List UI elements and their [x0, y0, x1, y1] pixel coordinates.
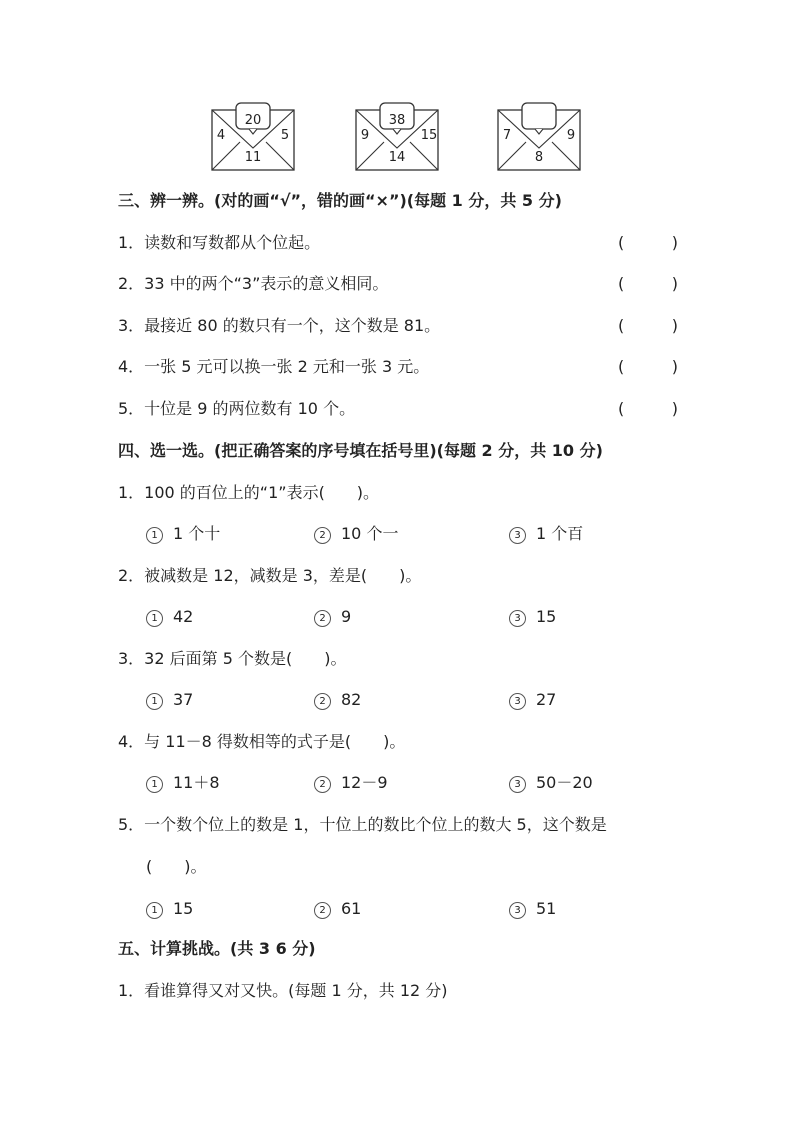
- judge-item-2: 2．33 中的两个“3”表示的意义相同。: [118, 274, 389, 293]
- option-a[interactable]: 1 42: [146, 606, 193, 628]
- choice-question-2: 2．被减数是 12，减数是 3，差是( )。: [118, 566, 422, 585]
- answer-blank-4[interactable]: ( ): [618, 357, 678, 376]
- section4-title: 四、选一选。(把正确答案的序号填在括号里)(每题 2 分，共 10 分): [118, 441, 603, 460]
- envelope-bottom-number: 14: [388, 150, 406, 165]
- option-c[interactable]: 3 1 个百: [509, 523, 583, 545]
- option-c[interactable]: 3 51: [509, 898, 556, 920]
- envelope-right-number: 9: [566, 128, 576, 143]
- option-marker: 1: [146, 776, 163, 793]
- option-marker: 1: [146, 610, 163, 627]
- option-marker: 1: [146, 527, 163, 544]
- option-marker: 3: [509, 693, 526, 710]
- section5-title: 五、计算挑战。(共 3 6 分): [118, 939, 316, 958]
- option-a[interactable]: 1 15: [146, 898, 193, 920]
- envelope-3: [496, 100, 582, 172]
- option-a[interactable]: 1 1 个十: [146, 523, 220, 545]
- choice-question-4: 4．与 11－8 得数相等的式子是( )。: [118, 732, 406, 751]
- judge-item-5: 5．十位是 9 的两位数有 10 个。: [118, 399, 356, 418]
- envelope-bottom-number: 8: [534, 150, 544, 165]
- answer-blank-5[interactable]: ( ): [618, 399, 678, 418]
- option-marker: 2: [314, 902, 331, 919]
- envelope-top-number: 20: [244, 113, 262, 128]
- envelope-right-number: 15: [420, 128, 438, 143]
- choice-question-1: 1．100 的百位上的“1”表示( )。: [118, 483, 380, 502]
- envelope-2: [354, 100, 440, 172]
- answer-blank-3[interactable]: ( ): [618, 316, 678, 335]
- option-b[interactable]: 2 9: [314, 606, 351, 628]
- choice-question-5: 5．一个数个位上的数是 1，十位上的数比个位上的数大 5，这个数是: [118, 815, 607, 834]
- option-b[interactable]: 2 12－9: [314, 772, 388, 794]
- judge-item-4: 4．一张 5 元可以换一张 2 元和一张 3 元。: [118, 357, 430, 376]
- option-marker: 2: [314, 527, 331, 544]
- option-a[interactable]: 1 37: [146, 689, 193, 711]
- envelope-left-number: 9: [360, 128, 370, 143]
- option-marker: 3: [509, 610, 526, 627]
- option-b[interactable]: 2 61: [314, 898, 361, 920]
- answer-blank-2[interactable]: ( ): [618, 274, 678, 293]
- answer-blank-1[interactable]: ( ): [618, 233, 678, 252]
- section3-title: 三、辨一辨。(对的画“√”，错的画“×”)(每题 1 分，共 5 分): [118, 191, 562, 210]
- option-marker: 1: [146, 902, 163, 919]
- envelope-bottom-number: 11: [244, 150, 262, 165]
- option-c[interactable]: 3 15: [509, 606, 556, 628]
- envelope-right-number: 5: [280, 128, 290, 143]
- judge-item-3: 3．最接近 80 的数只有一个，这个数是 81。: [118, 316, 441, 335]
- option-marker: 2: [314, 776, 331, 793]
- option-marker: 3: [509, 527, 526, 544]
- envelope-puzzles: [210, 100, 590, 176]
- envelope-left-number: 4: [216, 128, 226, 143]
- judge-item-1: 1．读数和写数都从个位起。: [118, 233, 321, 252]
- choice-question-3: 3．32 后面第 5 个数是( )。: [118, 649, 347, 668]
- option-marker: 3: [509, 902, 526, 919]
- choice-question-5-continuation: ( )。: [146, 857, 207, 876]
- option-a[interactable]: 1 11＋8: [146, 772, 220, 794]
- option-c[interactable]: 3 50－20: [509, 772, 593, 794]
- option-marker: 2: [314, 693, 331, 710]
- option-b[interactable]: 2 10 个一: [314, 523, 398, 545]
- option-b[interactable]: 2 82: [314, 689, 361, 711]
- envelope-top-number: 38: [388, 113, 406, 128]
- option-marker: 2: [314, 610, 331, 627]
- envelope-1: [210, 100, 296, 172]
- envelope-left-number: 7: [502, 128, 512, 143]
- option-marker: 3: [509, 776, 526, 793]
- section5-sub1: 1．看谁算得又对又快。(每题 1 分，共 12 分): [118, 981, 448, 1000]
- option-c[interactable]: 3 27: [509, 689, 556, 711]
- option-marker: 1: [146, 693, 163, 710]
